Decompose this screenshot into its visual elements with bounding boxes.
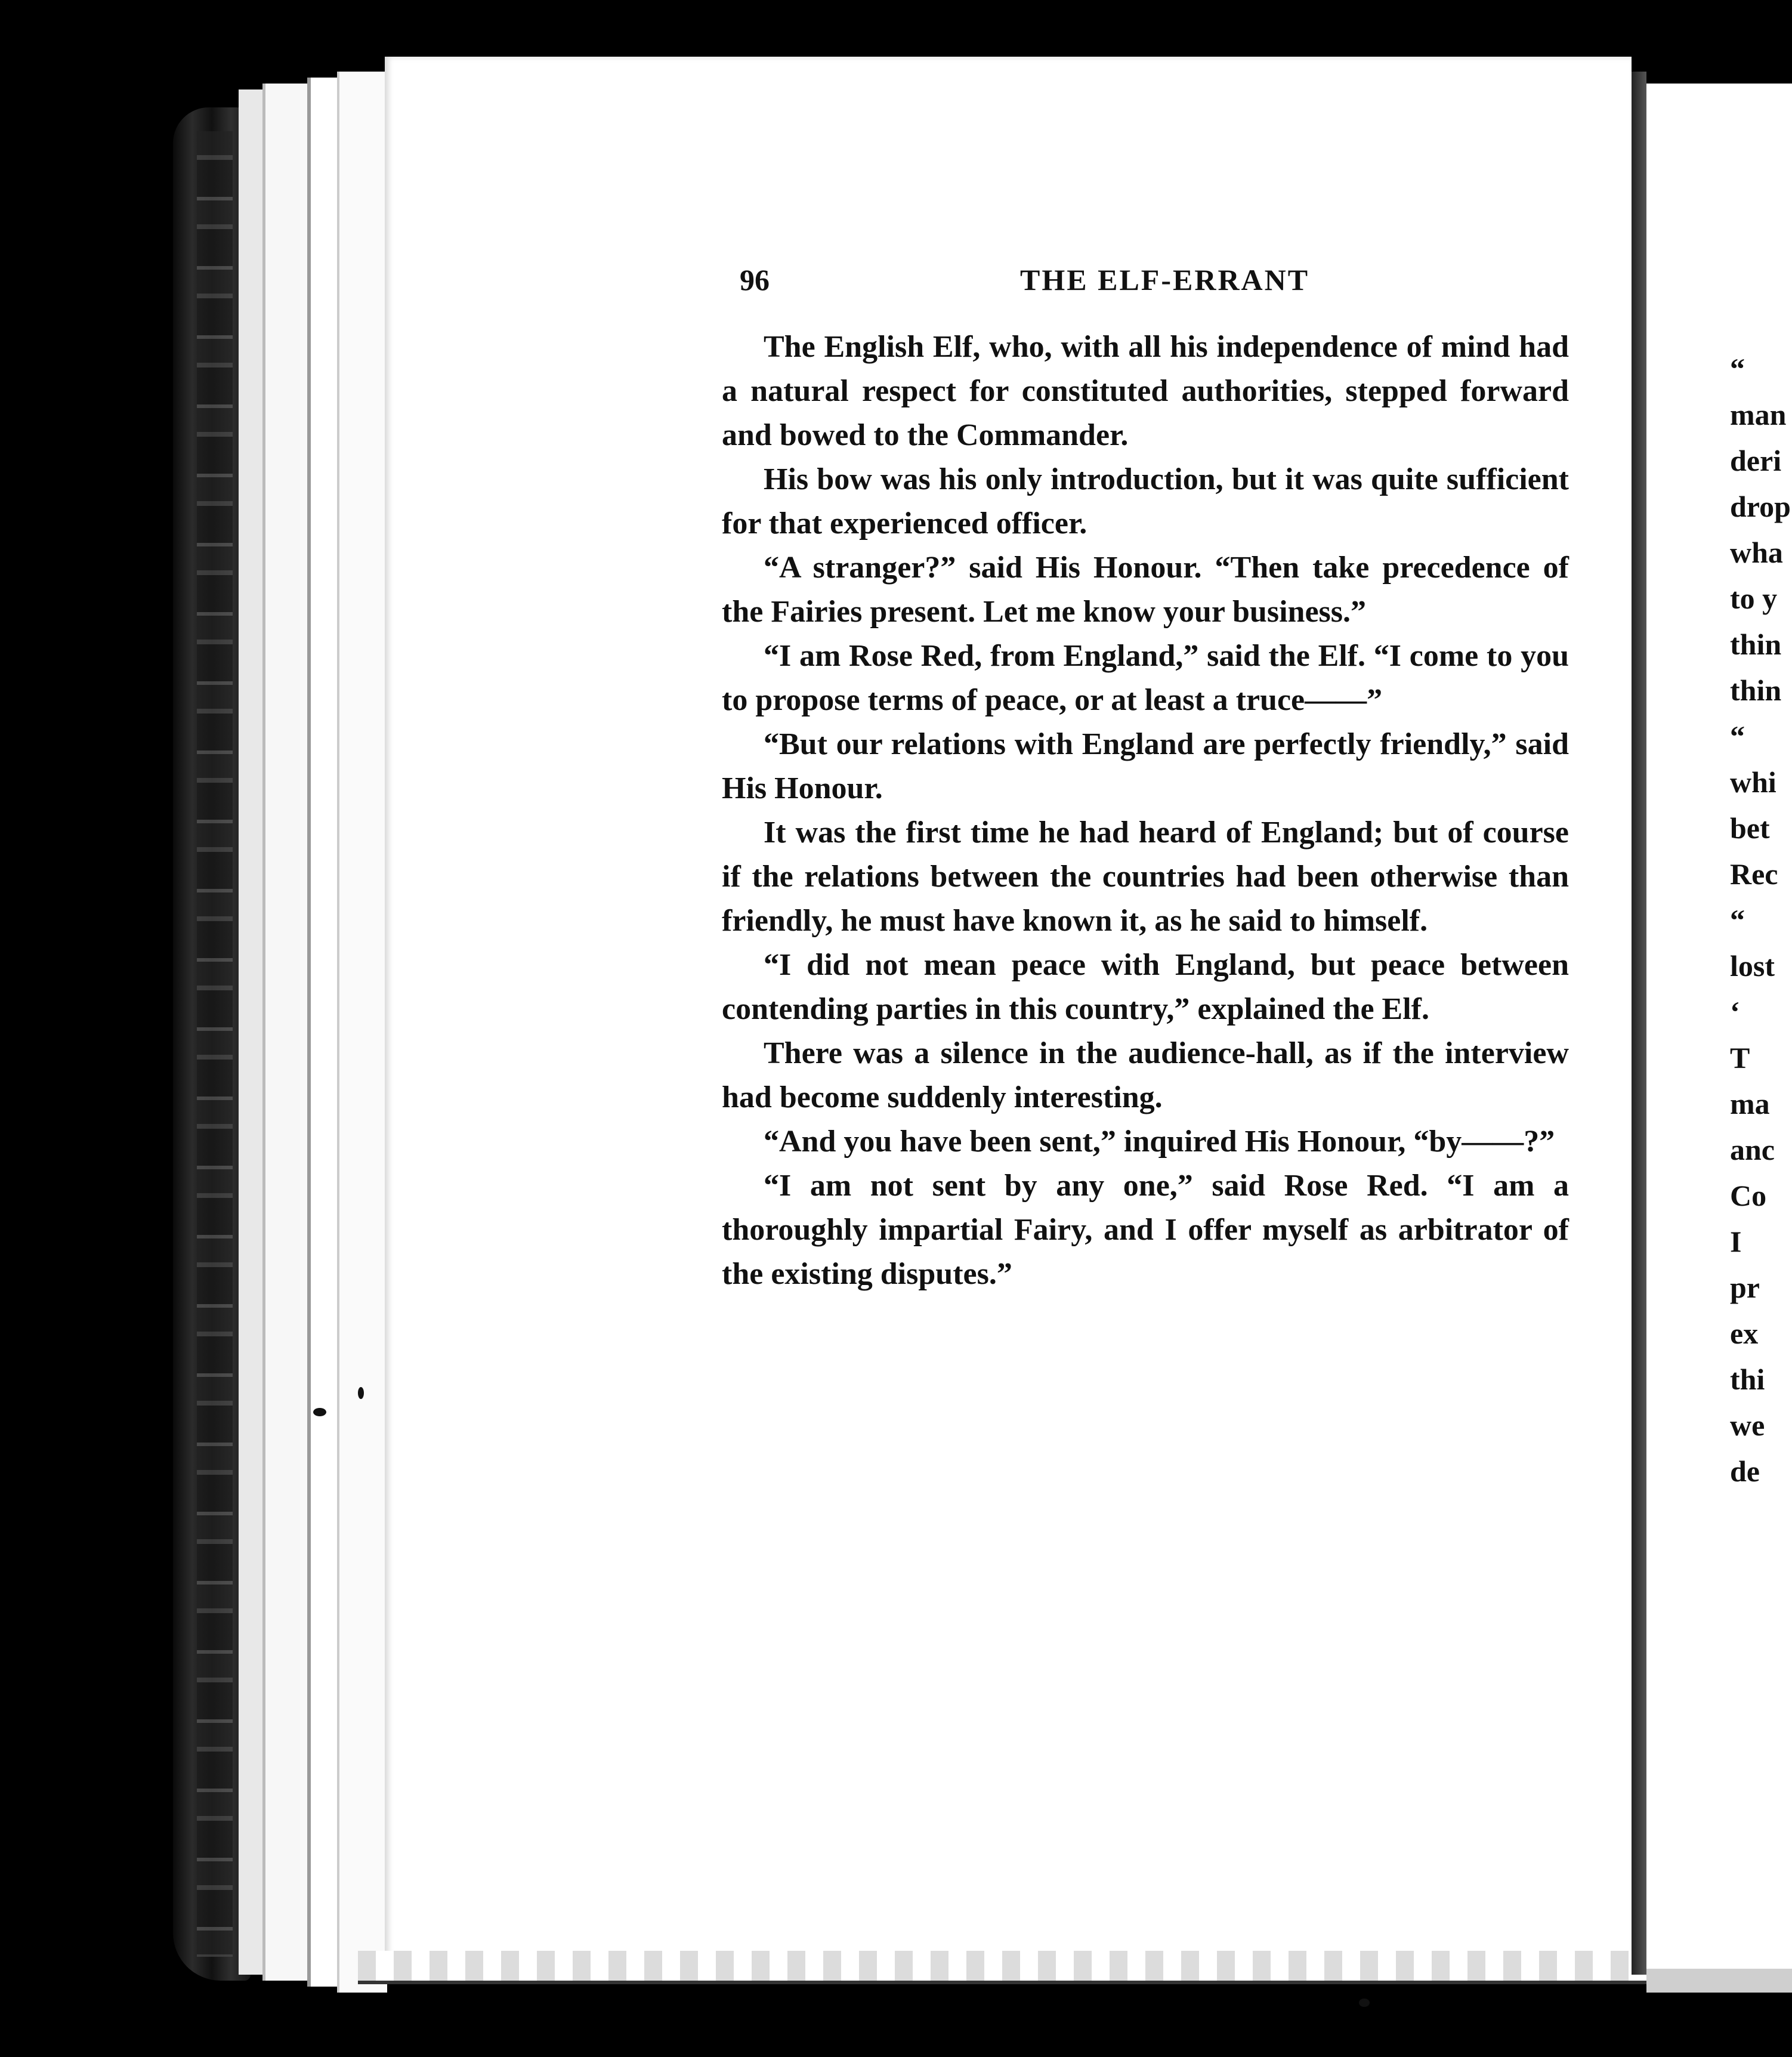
body-text: [722, 325, 1569, 1296]
facing-fragment: ex: [1730, 1317, 1759, 1350]
facing-fragment: Co: [1730, 1179, 1767, 1212]
facing-fragment: “: [1730, 719, 1745, 753]
running-head: [740, 262, 1527, 310]
facing-fragment: I: [1730, 1225, 1742, 1258]
page-edge: [239, 89, 262, 1975]
paragraph: “I did not mean peace with England, but peace between contending parties in this country,” explained the Elf.: [722, 948, 1569, 1026]
facing-fragment: wha: [1730, 536, 1783, 569]
ink-speck: [358, 1387, 364, 1399]
facing-fragment: to y: [1730, 582, 1778, 615]
page-edge: [337, 72, 387, 1993]
paragraph: “I am Rose Red, from England,” said the Elf. “I come to you to propose terms of peace, or at least a truce——”: [722, 639, 1569, 717]
facing-fragment: “: [1730, 352, 1745, 385]
paragraph: “I am not sent by any one,” said Rose Red. “I am a thoroughly impartial Fairy, and I offer myself as arbitrator of the existing disputes.”: [722, 1169, 1569, 1291]
facing-fragment: thi: [1730, 1363, 1765, 1396]
facing-page-text: [1730, 346, 1792, 1494]
facing-fragment: thin: [1730, 674, 1782, 707]
ink-speck: [313, 1408, 326, 1416]
book-gutter: [1632, 72, 1646, 1975]
paragraph: “A stranger?” said His Honour. “Then take precedence of the Fairies present. Let me know your business.”: [722, 551, 1569, 629]
page-bottom-edge: [358, 1951, 1652, 1984]
page-number: 96: [740, 263, 770, 296]
page-edge: [262, 84, 310, 1981]
paragraph: “And you have been sent,” inquired His Honour, “by——?”: [764, 1125, 1555, 1159]
facing-fragment: lost: [1730, 949, 1775, 983]
paragraph: His bow was his only introduction, but it was quite sufficient for that experienced officer.: [722, 462, 1569, 540]
facing-fragment: “: [1730, 903, 1745, 937]
facing-fragment: drop: [1730, 490, 1791, 523]
facing-fragment: Rec: [1730, 857, 1778, 891]
facing-fragment: bet: [1730, 811, 1770, 845]
page-title: THE ELF-ERRANT: [1020, 263, 1310, 296]
facing-page-bottom-edge: [1646, 1969, 1792, 1993]
facing-fragment: pr: [1730, 1271, 1760, 1304]
paragraph: “But our relations with England are perfectly friendly,” said His Honour.: [722, 727, 1569, 805]
facing-fragment: de: [1730, 1454, 1760, 1488]
facing-fragment: ‘: [1730, 995, 1740, 1028]
facing-fragment: we: [1730, 1409, 1765, 1442]
page-edge: [307, 78, 341, 1987]
facing-fragment: ma: [1730, 1087, 1770, 1120]
paragraph: It was the first time he had heard of England; but of course if the relations between the countries had been otherwise than friendly, he must have known it, as he said to himself.: [722, 816, 1569, 938]
facing-fragment: deri: [1730, 444, 1782, 477]
paragraph: There was a silence in the audience-hall, as if the interview had become suddenly interesting.: [722, 1036, 1569, 1114]
spine-texture: [197, 131, 233, 1957]
paragraph: The English Elf, who, with all his independence of mind had a natural respect for constituted authorities, stepped forward and bowed to the Commander.: [722, 330, 1569, 452]
ink-speck: [1359, 1999, 1370, 2007]
facing-fragment: whi: [1730, 765, 1776, 799]
facing-fragment: man: [1730, 398, 1787, 431]
facing-fragment: anc: [1730, 1133, 1775, 1166]
facing-fragment: thin: [1730, 628, 1782, 661]
facing-fragment: T: [1730, 1041, 1750, 1074]
